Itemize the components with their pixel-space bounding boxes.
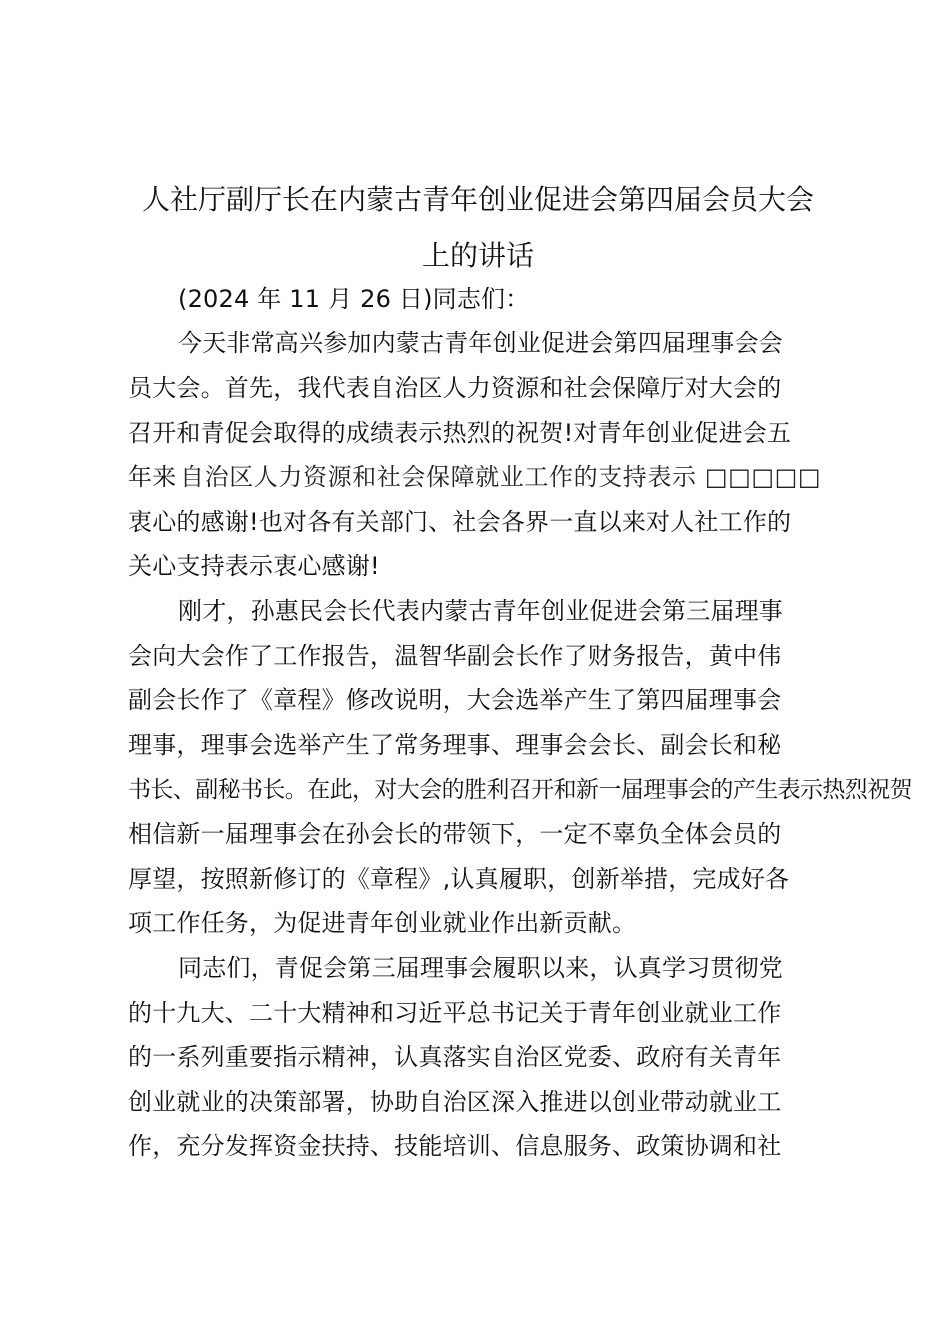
paragraph-line: 项工作任务，为促进青年创业就业作出新贡献。: [128, 909, 637, 937]
title-line-1: 人社厅副厅长在内蒙古青年创业促进会第四届会员大会: [141, 183, 814, 216]
paragraph-line: 关心支持表示衷心感谢!: [128, 552, 380, 580]
overlapping-text-line: 自治区人力资源和社会保障就业工作的支持表示 □□□□□: [180, 463, 822, 491]
date-greeting-line: (2024 年 11 月 26 日)同志们：: [178, 285, 530, 313]
paragraph-line: 的一系列重要指示精神，认真落实自治区党委、政府有关青年: [128, 1043, 782, 1071]
paragraph-line: 副会长作了《章程》修改说明，大会选举产生了第四届理事会: [128, 686, 782, 714]
paragraph-line: 厚望，按照新修订的《章程》,认真履职，创新举措，完成好各: [128, 865, 790, 893]
paragraph-line: 作，充分发挥资金扶持、技能培训、信息服务、政策协调和社: [128, 1132, 782, 1160]
paragraph-line: 相信新一届理事会在孙会长的带领下，一定不辜负全体会员的: [128, 820, 782, 848]
paragraph-line: 召开和青促会取得的成绩表示热烈的祝贺!对青年创业促进会五: [128, 419, 792, 447]
paragraph-line: 的十九大、二十大精神和习近平总书记关于青年创业就业工作: [128, 999, 782, 1027]
paragraph-line: 年来: [128, 463, 177, 491]
paragraph-line: 刚才，孙惠民会长代表内蒙古青年创业促进会第三届理事: [178, 597, 783, 625]
paragraph-line: 今天非常高兴参加内蒙古青年创业促进会第四届理事会会: [178, 329, 783, 357]
paragraph-line: 理事，理事会选举产生了常务理事、理事会会长、副会长和秘: [128, 731, 782, 759]
paragraph-line: 衷心的感谢!也对各有关部门、社会各界一直以来对人社工作的: [128, 508, 792, 536]
paragraph-line: 同志们，青促会第三届理事会履职以来，认真学习贯彻党: [178, 954, 783, 982]
paragraph-line: 会向大会作了工作报告，温智华副会长作了财务报告，黄中伟: [128, 642, 782, 670]
paragraph-line: 创业就业的决策部署，协助自治区深入推进以创业带动就业工: [128, 1088, 782, 1116]
title-line-2: 上的讲话: [421, 239, 534, 272]
paragraph-line: 书长、副秘书长。在此，对大会的胜利召开和新一届理事会的产生表示热烈祝贺: [128, 777, 913, 803]
paragraph-line: 员大会。首先，我代表自治区人力资源和社会保障厅对大会的: [128, 374, 782, 402]
document-title: [118, 172, 838, 284]
